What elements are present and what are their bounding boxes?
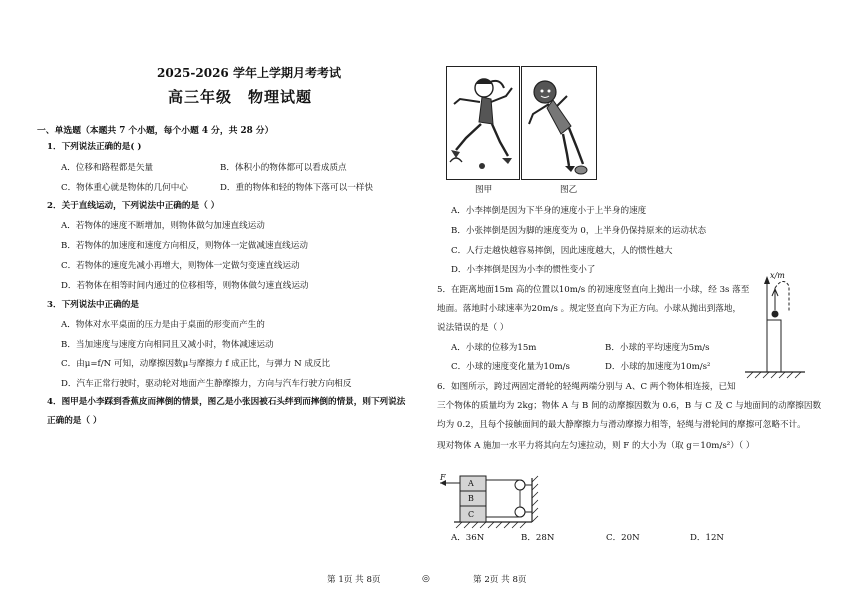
q3-option-c: C．由μ=f/N 可知，动摩擦因数μ与摩擦力 f 成正比，与弹力 N 成反比 — [61, 359, 331, 369]
q1-option-d: D．重的物体和轻的物体下落可以一样快 — [220, 183, 373, 193]
q1-option-b: B．体积小的物体都可以看成质点 — [220, 163, 347, 173]
q6-stem-line2: 三个物体的质量均为 2kg；物体 A 与 B 间的动摩擦因数为 0.6，B 与 C 及 C 与地面间的动摩擦因数 — [437, 401, 822, 411]
q5-axis-label: x/m — [770, 271, 785, 280]
q6-option-b: B．28N — [521, 533, 555, 543]
exam-title: 2025-2026 学年上学期月考考试 — [157, 66, 341, 80]
section-heading: 一、单选题（本题共 7 个小题，每个小题 4 分，共 28 分） — [37, 126, 274, 136]
q1-stem: 1．下列说法正确的是( ) — [47, 142, 142, 152]
q3-stem: 3．下列说法中正确的是 — [47, 300, 139, 310]
q4-option-c: C．人行走越快越容易摔倒，因此速度越大，人的惯性越大 — [451, 246, 673, 256]
q4-option-d: D．小李摔倒是因为小李的惯性变小了 — [451, 265, 596, 275]
q5-option-c: C．小球的速度变化量为10m/s — [451, 362, 570, 372]
q4-option-a: A．小李摔倒是因为下半身的速度小于上半身的速度 — [451, 206, 647, 216]
q6-option-c: C．20N — [606, 533, 640, 543]
center-mark-icon: ◎ — [422, 574, 430, 584]
footer-page-left: 第 1页 共 8页 — [327, 575, 381, 585]
q5-stem-line3: 说法错误的是（ ） — [437, 323, 509, 333]
q2-option-c: C．若物体的速度先减小再增大，则物体一定做匀变速直线运动 — [61, 261, 300, 271]
q3-option-d: D．汽车正常行驶时，驱动轮对地面产生静摩擦力，方向与汽车行驶方向相反 — [61, 379, 352, 389]
q5-stem-line1: 5．在距离地面15m 高的位置以10m/s 的初速度竖直向上抛出一小球，经 3s 落至 — [437, 285, 750, 295]
q6-block-b-label: B — [468, 494, 474, 503]
q4-figure-jia-caption: 图甲 — [475, 185, 493, 195]
q6-block-c-label: C — [468, 510, 475, 519]
q5-option-b: B．小球的平均速度为5m/s — [605, 343, 710, 353]
q2-option-b: B．若物体的加速度和速度方向相反，则物体一定做减速直线运动 — [61, 241, 308, 251]
subject-title: 物理试题 — [248, 88, 313, 106]
q6-stem-line4: 现对物体 A 施加一水平力将其向左匀速拉动，则 F 的大小为（取 g＝10m/s²）（ ） — [437, 441, 755, 451]
q5-stem-line2: 地面。落地时小球速率为20m/s 。规定竖直向下为正方向。小球从抛出到落地， — [437, 304, 742, 314]
q1-option-c: C．物体重心就是物体的几何中心 — [61, 183, 188, 193]
grade-title: 高三年级 — [168, 88, 233, 106]
q3-option-b: B．当加速度与速度方向相同且又减小时，物体减速运动 — [61, 340, 274, 350]
q6-stem-line1: 6．如图所示，跨过两固定滑轮的轻绳两端分别与 A、C 两个物体相连接，已知 — [437, 382, 736, 392]
q6-block-a-label: A — [468, 479, 474, 488]
q6-option-a: A．36N — [451, 533, 485, 543]
q6-stem-line3: 均为 0.2，且每个接触面间的最大静摩擦力与滑动摩擦力相等，轻绳与滑轮间的摩擦可忽略不计。 — [437, 420, 806, 430]
q4-option-b: B．小张摔倒是因为脚的速度变为 0，上半身仍保持原来的运动状态 — [451, 226, 707, 236]
q5-option-d: D．小球的加速度为10m/s² — [605, 362, 711, 372]
q4-figure-yi-caption: 图乙 — [560, 185, 578, 195]
q4-stem-line1: 4．图甲是小李踩到香蕉皮而摔倒的情景，图乙是小张因被石头绊到而摔倒的情景，则下列说法 — [47, 397, 406, 407]
q2-option-d: D．若物体在相等时间内通过的位移相等，则物体做匀速直线运动 — [61, 281, 309, 291]
q1-option-a: A．位移和路程都是矢量 — [61, 163, 154, 173]
q6-option-d: D．12N — [690, 533, 724, 543]
q5-option-a: A．小球的位移为15m — [451, 343, 537, 353]
q4-figure-yi — [521, 66, 597, 180]
q2-stem: 2．关于直线运动，下列说法中正确的是（ ） — [47, 201, 220, 211]
q4-stem-line2: 正确的是（ ） — [47, 416, 102, 426]
q6-force-label: F — [440, 473, 446, 482]
q6-figure — [436, 468, 546, 530]
footer-page-right: 第 2页 共 8页 — [473, 575, 527, 585]
q2-option-a: A．若物体的速度不断增加，则物体做匀加速直线运动 — [61, 221, 265, 231]
q5-figure — [745, 270, 805, 380]
q4-figure-jia — [446, 66, 520, 180]
q3-option-a: A．物体对水平桌面的压力是由于桌面的形变而产生的 — [61, 320, 265, 330]
